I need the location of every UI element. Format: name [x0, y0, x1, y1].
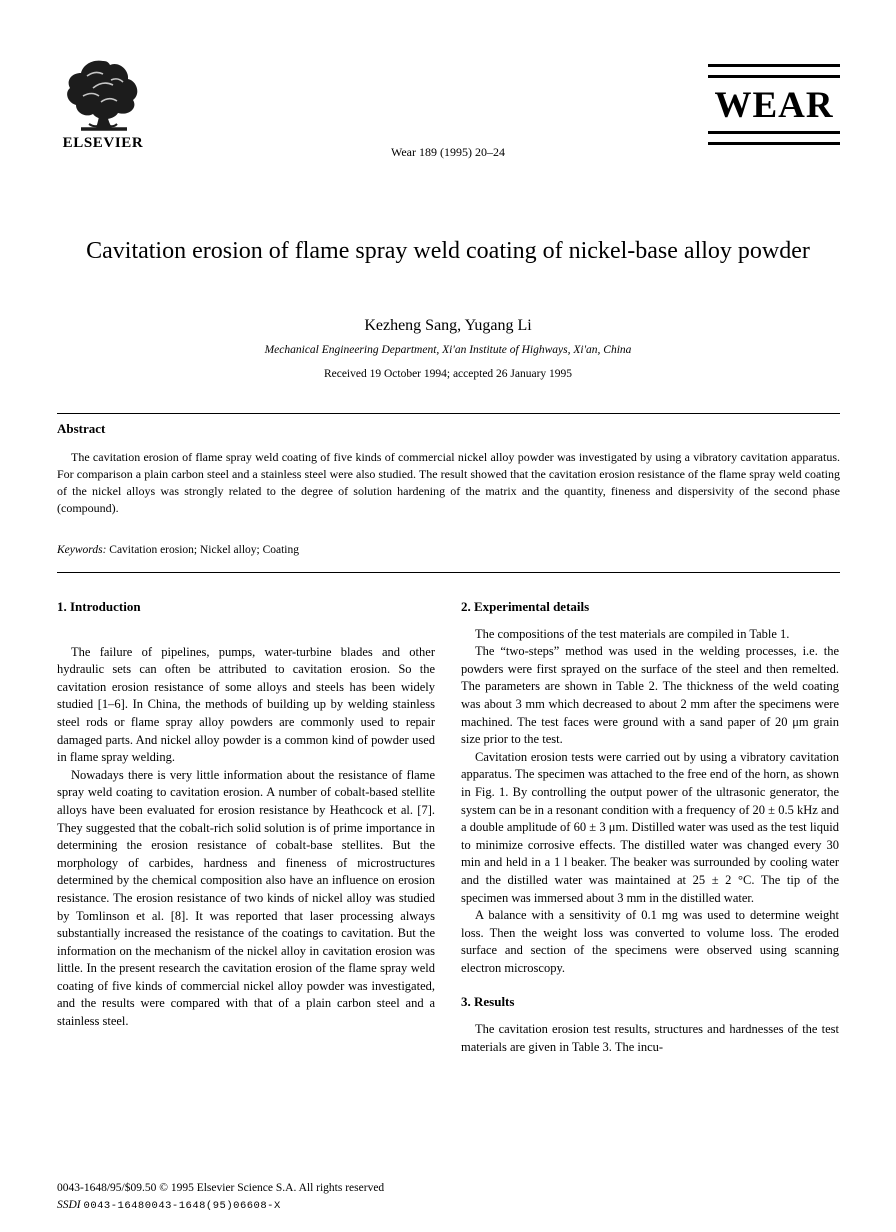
- publisher-logo-block: [55, 58, 151, 152]
- section-heading-experimental: 2. Experimental details: [461, 599, 590, 614]
- journal-name: WEAR: [714, 85, 834, 126]
- keywords-label: Keywords:: [57, 544, 107, 556]
- paragraph: The failure of pipelines, pumps, water-turbine blades and other hydraulic sets can often be attributed to cavitation erosion. So the cavitation erosion resistance of some alloys and steels has been widely studied [1–6]. In China, the methods of building up by welding stainless steel rods or flame spray alloy powders are commonly used to repair damaged parts. And nickel alloy powder is a common kind of powder used in flame spray welding.: [57, 644, 435, 765]
- keywords-text: Cavitation erosion; Nickel alloy; Coating: [109, 544, 299, 556]
- masthead-bottom-rule: [708, 131, 840, 145]
- article-authors: Kezheng Sang, Yugang Li: [364, 317, 532, 334]
- section-heading-introduction: 1. Introduction: [57, 599, 141, 614]
- left-column: [57, 598, 435, 1056]
- masthead-top-rule: [708, 64, 840, 78]
- paragraph: Cavitation erosion tests were carried out by using a vibratory cavitation apparatus. The specimen was attached to the free end of the horn, as shown in Fig. 1. By controlling the output power of the ultrasonic generator, the system can be in a resonant condition with a frequency of 20 ± 0.5 kHz and a double amplitude of 60 ± 3 μm. Distilled water was used as the test liquid to minimize corrosive effects. The distilled water was changed every 30 min and held in a 1 l beaker. The beaker was surrounded by cooling water and the distilled water was maintained at 25 ± 2 °C. The tip of the specimen was immersed about 3 mm in the distilled water.: [461, 749, 839, 905]
- divider-rule: [57, 572, 840, 573]
- abstract-heading: Abstract: [57, 421, 106, 436]
- paragraph: The “two-steps” method was used in the welding processes, i.e. the powders were first sprayed on the surface of the steel and then remelted. The parameters are shown in Table 2. The thickness of the weld coating was about 3 mm which decreased to about 2 mm after the specimens were machined. The test faces were ground with a sand paper of 20 μm grain size prior to the test.: [461, 644, 839, 747]
- paragraph: A balance with a sensitivity of 0.1 mg was used to determine weight loss. Then the weight loss was converted to volume loss. The eroded surface and section of the specimens were observed using scanning electron microscopy.: [461, 908, 839, 975]
- keywords-line: [57, 544, 840, 556]
- right-column: [461, 598, 839, 1056]
- abstract-text: The cavitation erosion of flame spray weld coating of five kinds of commercial nickel alloy powder was investigated by using a vibratory cavitation apparatus. For comparison a plain carbon steel and a stainless steel were also studied. The result showed that the cavitation erosion resistance of the flame spray weld coating of the nickel alloys was strongly related to the degree of solution hardening of the matrix and the quantity, fineness and dispersivity of the second phase (compound).: [57, 450, 840, 515]
- paragraph: The cavitation erosion test results, structures and hardnesses of the test materials are given in Table 3. The incu-: [461, 1022, 839, 1054]
- publisher-name: ELSEVIER: [62, 135, 144, 151]
- journal-masthead: [708, 64, 840, 145]
- footer-ssdi: [57, 1197, 384, 1215]
- divider-rule: [57, 413, 840, 414]
- journal-citation: Wear 189 (1995) 20–24: [390, 145, 505, 159]
- page-footer: [57, 1180, 384, 1215]
- article-affiliation: Mechanical Engineering Department, Xi'an Institute of Highways, Xi'an, China: [264, 344, 632, 356]
- article-title: Cavitation erosion of flame spray weld coating of nickel-base alloy powder: [86, 238, 810, 264]
- elsevier-tree-logo-icon: [55, 58, 151, 132]
- article-received-accepted: Received 19 October 1994; accepted 26 January 1995: [323, 368, 573, 380]
- ssdi-label: SSDI: [57, 1199, 81, 1211]
- paragraph: The compositions of the test materials are compiled in Table 1.: [475, 626, 790, 641]
- ssdi-code: 0043-16480043-1648(95)06608-X: [83, 1200, 281, 1212]
- paragraph: Nowadays there is very little information about the resistance of flame spray weld coating to cavitation erosion. A number of cobalt-based stellite alloys have been evaluated for erosion resistance by Heathcock et al. [7]. They suggested that the cobalt-rich solid solution is of prime importance in determining the erosion resistance of cobalt-base stellites. But the morphology of carbides, hardness and fineness of microstructures determined by the chemical composition also have an influence on erosion resistance. The erosion resistance of two kinds of nickel alloy was studied by Tomlinson et al. [8]. It was reported that laser processing always substantially increased the resistance of the coatings to cavitation. But the information on the mechanism of the nickel alloy in cavitation erosion was little. In the present research the cavitation erosion of the flame spray weld coating of five kinds of commercial nickel alloy powder was investigated, and the results were compared with that of a plain carbon steel and a stainless steel.: [57, 767, 435, 1029]
- section-heading-results: 3. Results: [461, 994, 515, 1010]
- footer-copyright: 0043-1648/95/$09.50 © 1995 Elsevier Science S.A. All rights reserved: [57, 1182, 385, 1194]
- body-columns: [57, 598, 840, 1056]
